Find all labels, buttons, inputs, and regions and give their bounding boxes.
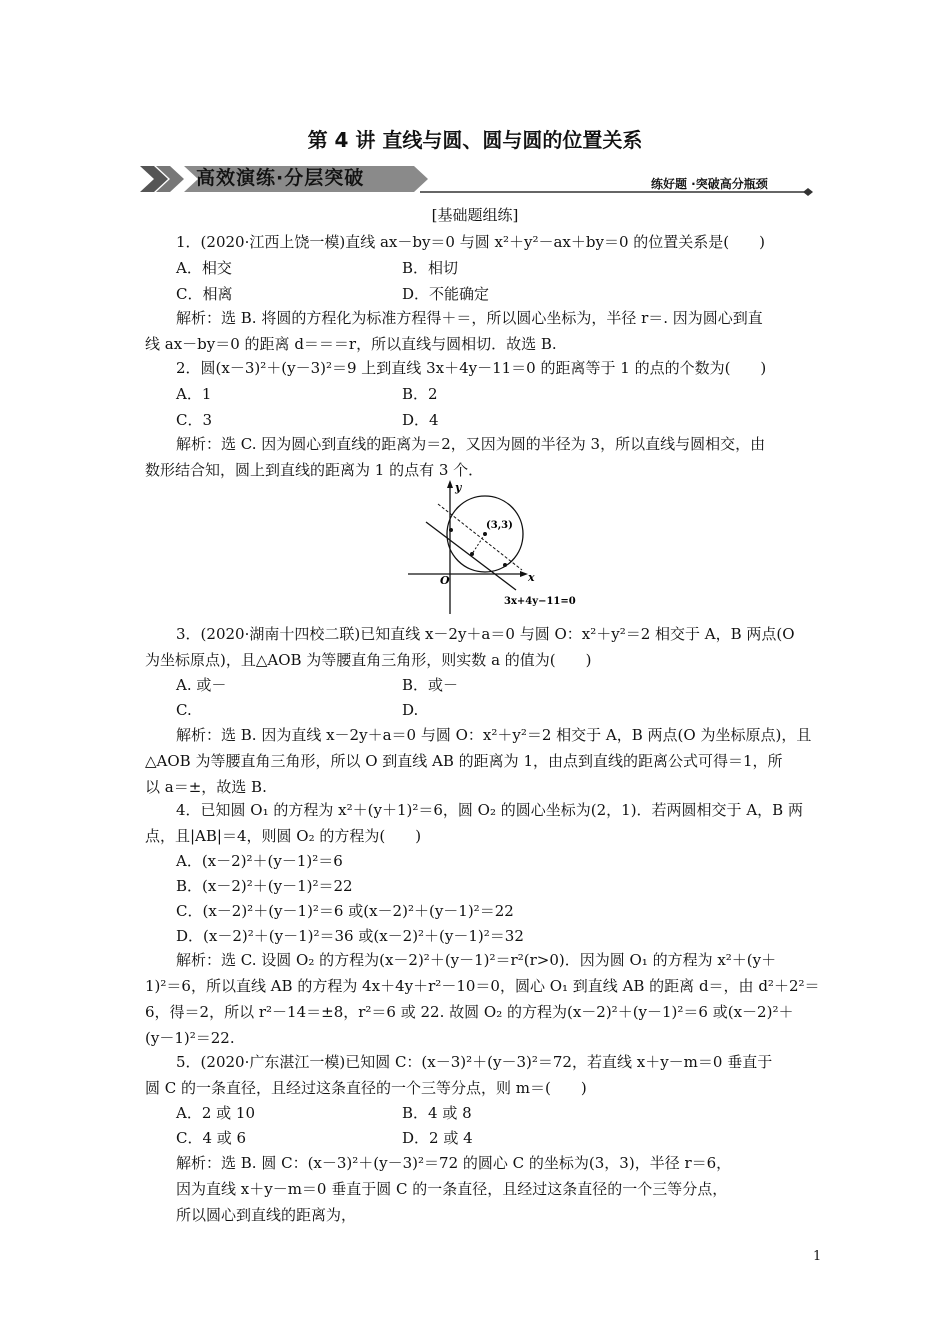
option: A. 或－ bbox=[176, 676, 227, 694]
question-text: 圆 C 的一条直径，且经过这条直径的一个三等分点，则 m＝( ) bbox=[145, 1079, 587, 1097]
solution-text: 数形结合知，圆上到直线的距离为 1 的点有 3 个． bbox=[145, 461, 484, 479]
page-number: 1 bbox=[813, 1249, 822, 1264]
banner-slogan: 练好题 ·突破高分瓶颈 bbox=[651, 177, 768, 191]
x-axis-label: x bbox=[528, 571, 535, 584]
point bbox=[470, 552, 474, 556]
solution-text: 因为直线 x＋y－m＝0 垂直于圆 C 的一条直径，且经过这条直径的一个三等分点， bbox=[176, 1180, 728, 1198]
option: C．4 或 6 bbox=[176, 1129, 247, 1147]
page-title: 第 4 讲 直线与圆、圆与圆的位置关系 bbox=[307, 128, 643, 152]
solution-text: 解析：选 B. 因为直线 x－2y＋a＝0 与圆 O：x²＋y²＝2 相交于 A，B 两点(O 为坐标原点)，且 bbox=[176, 726, 812, 744]
point bbox=[449, 528, 453, 532]
solution-text: 解析：选 B. 将圆的方程化为标准方程得＋＝，所以圆心坐标为，半径 r＝. 因为圆心到直 bbox=[176, 309, 763, 327]
option: C．相离 bbox=[176, 285, 233, 303]
option: C. bbox=[176, 701, 192, 719]
solution-text: 解析：选 B. 圆 C：(x－3)²＋(y－3)²＝72 的圆心 C 的坐标为(3，3)，半径 r＝6， bbox=[176, 1154, 732, 1172]
question-text: 1．(2020·江西上饶一模)直线 ax－by＝0 与圆 x²＋y²－ax＋by＝0 的位置关系是( ) bbox=[176, 233, 765, 251]
option: B．或－ bbox=[402, 676, 459, 694]
solution-text: 1)²＝6，所以直线 AB 的方程为 4x＋4y＋r²－10＝0，圆心 O₁ 到直线 AB 的距离 d＝，由 d²＋2²＝ bbox=[145, 977, 820, 995]
option: B．2 bbox=[402, 385, 438, 403]
question-text: 4．已知圆 O₁ 的方程为 x²＋(y＋1)²＝6，圆 O₂ 的圆心坐标为(2，1)．若两圆相交于 A，B 两 bbox=[176, 801, 803, 819]
question-text: 点，且|AB|＝4，则圆 O₂ 的方程为( ) bbox=[145, 827, 422, 845]
question-text: 3．(2020·湖南十四校二联)已知直线 x－2y＋a＝0 与圆 O：x²＋y²＝2 相交于 A，B 两点(O bbox=[176, 625, 795, 643]
y-axis-label: y bbox=[455, 481, 462, 494]
solution-text: (y－1)²＝22. bbox=[145, 1029, 235, 1047]
question-text: 5．(2020·广东湛江一模)已知圆 C：(x－3)²＋(y－3)²＝72，若直线 x＋y－m＝0 垂直于 bbox=[176, 1053, 773, 1071]
option: C．(x－2)²＋(y－1)²＝6 或(x－2)²＋(y－1)²＝22 bbox=[176, 902, 514, 920]
section-heading: [基础题组练] bbox=[431, 206, 519, 224]
center-label: (3,3) bbox=[486, 520, 513, 531]
banner-label: 高效演练·分层突破 bbox=[196, 167, 365, 189]
point bbox=[503, 563, 507, 567]
solution-text: 6，得＝2，所以 r²－14＝±8，r²＝6 或 22. 故圆 O₂ 的方程为(x－2)²＋(y－1)²＝6 或(x－2)²＋ bbox=[145, 1003, 794, 1021]
option: D．不能确定 bbox=[402, 285, 490, 303]
option: A．1 bbox=[176, 385, 212, 403]
option: A．相交 bbox=[176, 259, 232, 277]
solution-text: 线 ax－by＝0 的距离 d＝＝＝r，所以直线与圆相切．故选 B. bbox=[145, 335, 557, 353]
solution-text: 所以圆心到直线的距离为， bbox=[176, 1206, 357, 1224]
perpendicular bbox=[472, 534, 485, 554]
option: D．(x－2)²＋(y－1)²＝36 或(x－2)²＋(y－1)²＝32 bbox=[176, 927, 524, 945]
solution-text: 以 a＝±，故选 B. bbox=[145, 778, 267, 796]
question-text: 为坐标原点)，且△AOB 为等腰直角三角形，则实数 a 的值为( ) bbox=[145, 651, 592, 669]
line-label: 3x+4y−11=0 bbox=[504, 596, 576, 607]
option: B．相切 bbox=[402, 259, 459, 277]
option: D．4 bbox=[402, 411, 439, 429]
option: A．(x－2)²＋(y－1)²＝6 bbox=[176, 852, 343, 870]
origin-label: O bbox=[440, 574, 450, 587]
solution-text: △AOB 为等腰直角三角形，所以 O 到直线 AB 的距离为 1，由点到直线的距离公式可得＝1，所 bbox=[145, 752, 783, 770]
option: D．2 或 4 bbox=[402, 1129, 473, 1147]
solution-text: 解析：选 C. 设圆 O₂ 的方程为(x－2)²＋(y－1)²＝r²(r>0)．因为圆 O₁ 的方程为 x²＋(y＋ bbox=[176, 951, 777, 969]
option: A．2 或 10 bbox=[176, 1104, 255, 1122]
option: B．(x－2)²＋(y－1)²＝22 bbox=[176, 877, 353, 895]
circle-line-figure bbox=[404, 478, 584, 618]
option: C．3 bbox=[176, 411, 213, 429]
option: D. bbox=[402, 701, 419, 719]
option: B．4 或 8 bbox=[402, 1104, 472, 1122]
question-text: 2．圆(x－3)²＋(y－3)²＝9 上到直线 3x＋4y－11＝0 的距离等于 1 的点的个数为( ) bbox=[176, 359, 767, 377]
solution-text: 解析：选 C. 因为圆心到直线的距离为＝2，又因为圆的半径为 3，所以直线与圆相交，由 bbox=[176, 435, 766, 453]
